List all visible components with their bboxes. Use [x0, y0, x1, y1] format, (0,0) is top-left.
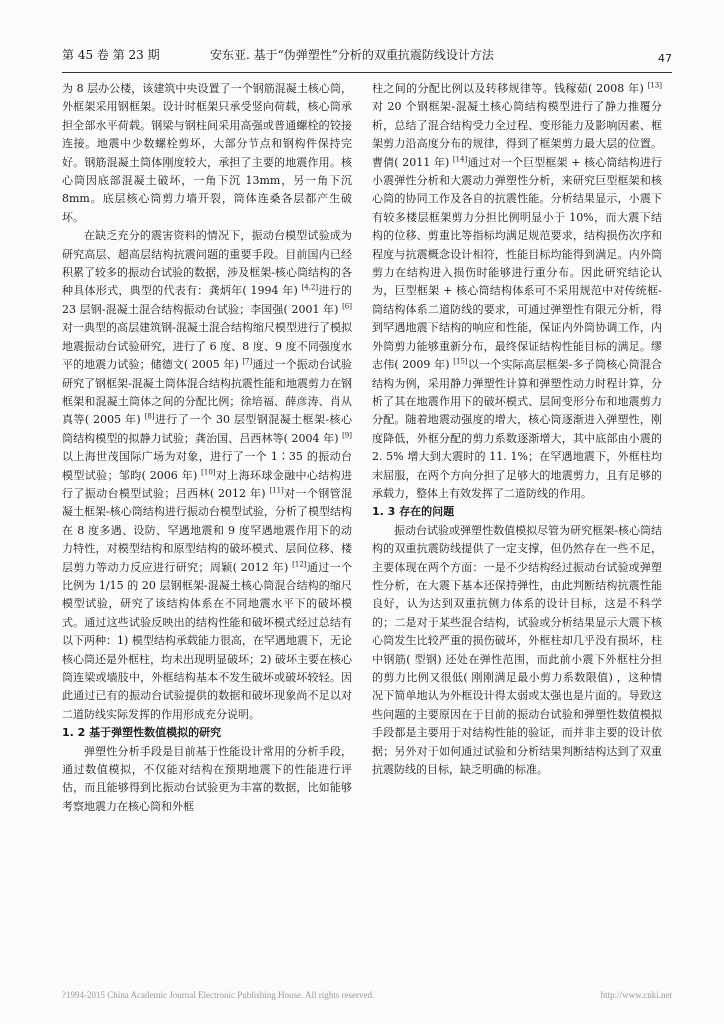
- running-title: 安东亚. 基于“伪弹塑性”分析的双重抗震防线设计方法: [210, 48, 494, 62]
- citation: [6]: [342, 302, 352, 311]
- citation: [14]: [452, 154, 468, 163]
- footer-url[interactable]: http://www.cnki.net: [600, 990, 672, 1000]
- running-header: [62, 44, 672, 66]
- copyright-notice: ?1994-2015 China Academic Journal Electronic Publishing House. All rights reserved.: [62, 990, 375, 1000]
- page-number: 47: [658, 52, 672, 65]
- citation: [12]: [292, 559, 307, 568]
- citation: [8]: [144, 412, 155, 421]
- citation: [11]: [269, 486, 284, 495]
- paragraph: 弹塑性分析手段是目前基于性能设计常用的分析手段，通过数值模拟，不仅能对结构在预期地震下的性能进行评估，而且能够得到比振动台试验更为丰富的数据，比如能够考察地震力在核心筒和外框: [62, 744, 352, 813]
- section-heading: 1. 3 存在的问题: [372, 505, 455, 519]
- citation: [7]: [242, 357, 253, 366]
- left-column: [62, 80, 352, 816]
- journal-issue: 第 45 卷 第 23 期: [62, 48, 160, 62]
- citation: [15]: [453, 357, 468, 366]
- paragraph: 柱之间的分配比例以及转移规律等。钱稼茹( 2008 年) [13]对 20 个钢框架-混凝土核心筒结构模型进行了静力推覆分析，总结了混合结构受力全过程、变形能力及影响因素、框架剪力沿高度分布的规律，得到了框架剪力最大层的位置。曹倩( 2011 年) [14]通过对一个巨型框架 + 核心筒结构进行小震弹性分析和大震动力弹塑性分析，来研究巨型框架和核心筒的协同工作及各自的抗震性能。分析结果显示，小震下有较多楼层框架剪力分担比例明显小于 10%，而大震下结构的位移、剪重比等指标均满足规范要求，结构损伤次序和程度与抗震概念设计相符，性能目标均能得到满足。内外筒剪力在结构进入损伤时能够进行重分布。因此研究结论认为，巨型框架 + 核心筒结构体系可不采用规范中对传统框-筒结构体系二道防线的要求，可通过弹塑性有限元分析，得到罕遇地震下结构的响应和性能，保证内外筒协调工作，内外筒剪力能够重新分布，最终保证结构性能目标的满足。缪志伟( 2009 年) [15]以一个实际高层框架-多子筒核心筒混合结构为例，采用静力弹塑性计算和弹塑性动力时程计算，分析了其在地震作用下的破坏模式、层间变形分布和地震剪力分配。随着地震动强度的增大，核心筒逐渐进入弹塑性，刚度降低，外框分配的剪力系数逐渐增大，其中底部由小震的 2. 5% 增大到大震时的 11. 1%；在罕遇地震下，外框柱均末屈服，在两个方向分担了足够大的地震剪力，且有足够的承载力，整体上有效发挥了二道防线的作用。: [372, 81, 662, 500]
- citation: [10]: [201, 467, 216, 476]
- citation: [9]: [342, 431, 352, 440]
- citation: [13]: [647, 81, 662, 90]
- right-column: [372, 80, 662, 779]
- citation: [4,2]: [301, 283, 319, 292]
- paragraph: 在缺乏充分的震害资料的情况下，振动台模型试验成为研究高层、超高层结构抗震问题的重要手段。目前国内已经积累了较多的振动台试验的数据，涉及框架-核心筒结构的各种具体形式，典型的代表有：龚炳年( 1994 年) [4,2]进行的 23 层钢-混凝土混合结构振动台试验；李国强( 2001 年) [6]对一典型的高层建筑钢-混凝土混合结构缩尺模型进行了模拟地震振动台试验研究，进行了 6 度、8 度、9 度不同强度水平的地震力试验；储德文( 2005 年) [7]通过一个振动台试验研究了钢框架-混凝土筒体混合结构抗震性能和地震剪力在钢框架和混凝土筒体之间的分配比例；徐培福、薛彦涛、肖从真等( 2005 年) [8]进行了一个 30 层型钢混凝土框架-核心筒结构模型的拟静力试验；龚治国、吕西林等( 2004 年) [9]以上海世茂国际广场为对象，进行了一个 1∶35 的振动台模型试验；邹昀( 2006 年) [10]对上海环球金融中心结构进行了振动台模型试验；吕西林( 2012 年) [11]对一个钢管混凝土框架-核心筒结构进行振动台模型试验，分析了模型结构在 8 度多遇、设防、罕遇地震和 9 度罕遇地震作用下的动力特性，对模型结构和原型结构的破坏模式、层间位移、楼层剪力等动力反应进行研究；周颖( 2012 年) [12]通过一个比例为 1/15 的 20 层钢框架-混凝土核心筒混合结构的缩尺模型试验，研究了该结构体系在不同地震水平下的破坏模式。通过这些试验反映出的结构性能和破坏模式经过总结有以下两种：1) 模型结构承载能力很高，在罕遇地震下，无论核心筒还是外框柱，均未出现明显破坏；2) 破坏主要在核心筒连梁或墙肢中，外框结构基本不发生破坏或破坏较轻。因此通过已有的振动台试验提供的数据和破坏现象尚不足以对二道防线实际发挥的作用形成充分说明。: [62, 229, 353, 721]
- paragraph: 振动台试验或弹塑性数值模拟尽管为研究框架-核心筒结构的双重抗震防线提供了一定支撑，但仍然存在一些不足，主要体现在两个方面：一是不少结构经过振动台试验或弹塑性分析，在大震下基本还保持弹性，由此判断结构抗震性能良好，认为达到双重抗侧力体系的设计目标，这是不科学的；二是对于某些混合结构，试验或分析结果显示大震下核心筒发生比较严重的损伤破坏，外框柱却几乎没有损坏，柱中钢筋( 型钢) 还处在弹性范围，而此前小震下外框柱分担的剪力比例又很低( 刚刚满足最小剪力系数限值) ，这种情况下简单地认为外框设计得太弱或太强也是片面的。导致这些问题的主要原因在于目前的振动台试验和弹塑性数值模拟手段都是主要用于对结构性能的验证，而并非主要的设计依据；另外对于如何通过试验和分析结果判断结构达到了双重抗震防线的目标，缺乏明确的标准。: [372, 523, 662, 777]
- paragraph: 为 8 层办公楼，该建筑中央设置了一个钢筋混凝土核心筒，外框架采用钢框架。设计时框架只承受竖向荷载，核心筒承担全部水平荷载。钢梁与钢柱间采用高强或普通螺栓的铰接连接。地震中少数螺栓剪坏，大部分节点和钢构件保持完好。钢筋混凝土筒体刚度较大，承担了主要的地震作用。核心筒因底部混凝土破坏，一角下沉 13mm，另一角下沉 8mm。底层核心筒剪力墙开裂，筒体连桑各层都产生破坏。: [62, 82, 352, 224]
- footer: [62, 990, 672, 1000]
- header-rule: [62, 72, 672, 73]
- section-heading: 1. 2 基于弹塑性数值模拟的研究: [62, 726, 222, 740]
